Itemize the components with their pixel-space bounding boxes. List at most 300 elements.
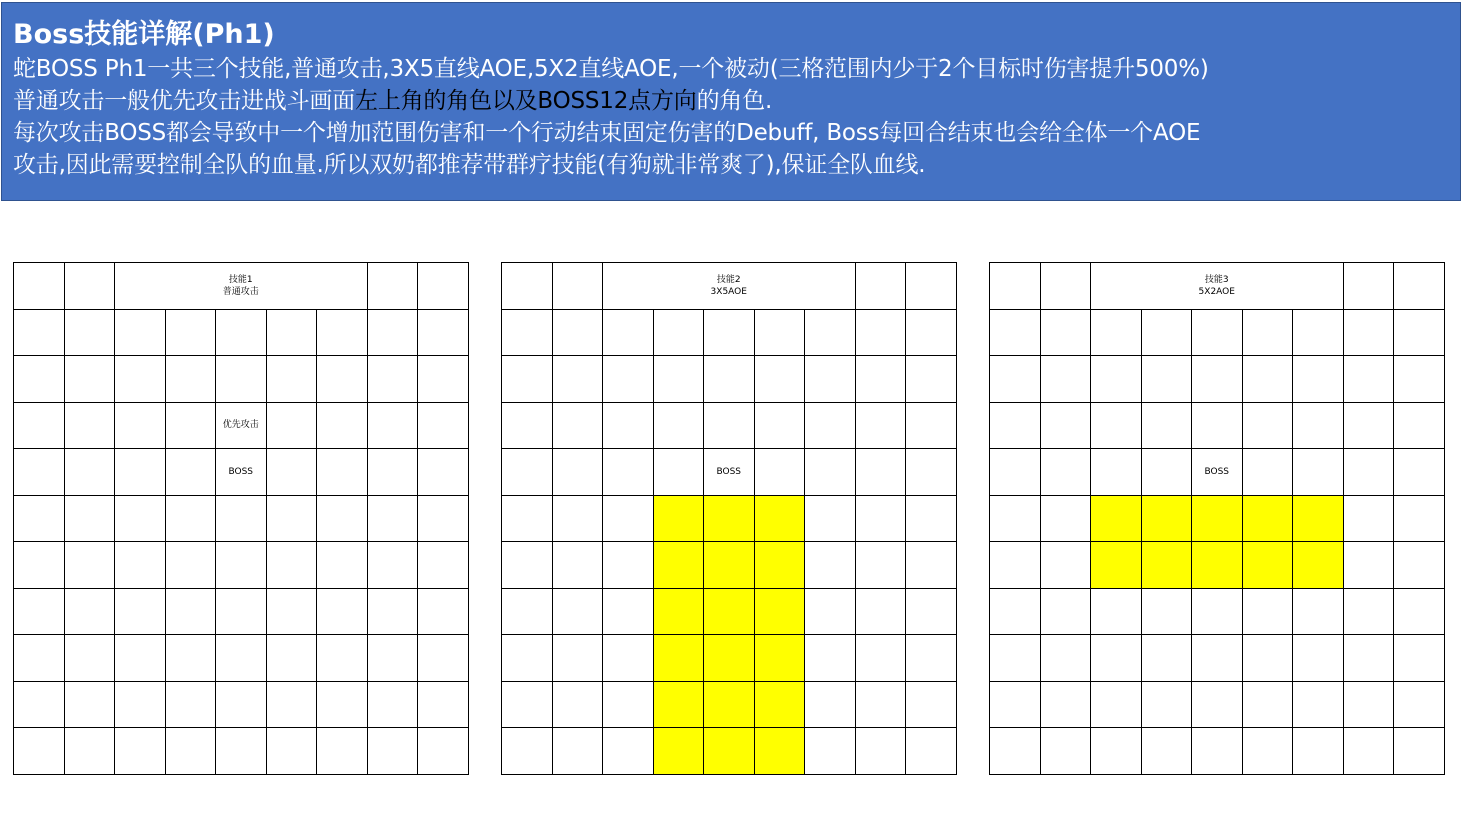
grid-cell [165,542,216,589]
description-line-2-prefix: 普通攻击一般优先攻击进战斗画面 [13,88,356,114]
aoe-cell [653,588,704,635]
grid-cell [805,402,856,449]
description-line-4: 攻击,因此需要控制全队的血量.所以双奶都推荐带群疗技能(有狗就非常爽了),保证全队血线. [13,152,926,178]
grid-cell [1343,542,1394,589]
boss-cell: BOSS [216,449,267,496]
grid-cell [552,263,603,310]
aoe-cell [704,542,755,589]
grid-cell [14,495,65,542]
aoe-cell [1293,542,1344,589]
grid-cell [855,309,906,356]
grid-cell [1394,495,1445,542]
grid-cell [418,588,469,635]
grid-cell [115,309,166,356]
grid-cell [418,542,469,589]
grid-cell [367,309,418,356]
grid-cell [502,263,553,310]
grid-cell [418,495,469,542]
boss-cell: BOSS [1192,449,1243,496]
grid-cell [165,402,216,449]
grid-cell [603,356,654,403]
grid-cell [805,588,856,635]
grid-cell [1040,681,1091,728]
grid-cell [266,728,317,775]
grid-cell [552,495,603,542]
grid-cell [855,495,906,542]
grid-cell [64,449,115,496]
grid-cell [990,449,1041,496]
grid-cell [1242,449,1293,496]
grid-cell [552,635,603,682]
grid-cell [1040,635,1091,682]
aoe-cell [653,728,704,775]
skill-1-header-cell [115,263,368,310]
grid-cell [1343,588,1394,635]
grid-cell [754,449,805,496]
grid-cell [216,681,267,728]
grid-cell [216,309,267,356]
grid-cell [14,542,65,589]
grid-cell [266,495,317,542]
grid-cell [552,728,603,775]
grid-cell [165,449,216,496]
grid-cell [1293,635,1344,682]
grid-cell [367,542,418,589]
grid-cell [1343,635,1394,682]
grid-cell [855,402,906,449]
grid-cell [64,356,115,403]
grid-cell [552,449,603,496]
page-title: Boss技能详解(Ph1) [13,19,275,50]
grid-cell [1091,681,1142,728]
grid-cell [603,681,654,728]
grid-cell [805,495,856,542]
grid-cell [367,495,418,542]
grid-cell [1040,542,1091,589]
aoe-cell [1293,495,1344,542]
grid-cell [1040,449,1091,496]
grid-cell [367,263,418,310]
grid-cell [266,588,317,635]
grid-cell [317,588,368,635]
grid-cell [704,402,755,449]
skill-2-desc: 3X5AOE [710,286,747,297]
grid-cell [1141,681,1192,728]
grid-cell [1091,309,1142,356]
grid-cell [603,635,654,682]
grid-cell [115,449,166,496]
grid-cell [906,402,957,449]
grid-cell [990,356,1041,403]
grid-cell [1293,402,1344,449]
aoe-cell [653,635,704,682]
grid-cell [855,728,906,775]
grid-cell [1091,402,1142,449]
grid-cell [64,402,115,449]
grid-cell [1293,681,1344,728]
grid-cell [855,356,906,403]
grid-cell [115,728,166,775]
aoe-cell [704,681,755,728]
grid-cell [418,356,469,403]
grid-cell [317,635,368,682]
skill-2-name: 技能2 [716,274,741,285]
grid-cell [502,495,553,542]
grid-cell [552,356,603,403]
grid-cell [990,728,1041,775]
grid-cell [805,681,856,728]
grid-cell [1394,728,1445,775]
grid-cell [906,542,957,589]
grid-cell [1040,495,1091,542]
grid-cell [14,588,65,635]
grid-cell [906,449,957,496]
grid-cell [653,356,704,403]
grid-cell [14,728,65,775]
skill-2-header-cell [603,263,856,310]
skill-1-name: 技能1 [228,274,253,285]
grid-cell [1394,542,1445,589]
grid-cell [855,263,906,310]
description-line-1: 蛇BOSS Ph1一共三个技能,普通攻击,3X5直线AOE,5X2直线AOE,一个被动(三格范围内少于2个目标时伤害提升500%) [13,56,1209,82]
grid-cell [502,309,553,356]
grid-cell [165,356,216,403]
grid-cell [1394,588,1445,635]
aoe-cell [1192,495,1243,542]
grid-cell [266,635,317,682]
grid-cell [317,356,368,403]
grid-cell [1293,356,1344,403]
grid-cell [367,681,418,728]
grid-cell [1394,681,1445,728]
grid-cell [1343,402,1394,449]
boss-cell: BOSS [704,449,755,496]
grid-cell [754,402,805,449]
grid-cell [266,402,317,449]
grid-cell [805,542,856,589]
aoe-cell [653,681,704,728]
grid-cell [502,681,553,728]
grid-cell [165,588,216,635]
grid-cell [906,356,957,403]
grid-cell [216,728,267,775]
grid-cell [266,681,317,728]
grid-cell [552,309,603,356]
grid-cell [1242,681,1293,728]
grid-cell [1242,402,1293,449]
grid-cell [1040,728,1091,775]
aoe-cell [704,635,755,682]
grid-cell [165,681,216,728]
grid-cell [653,309,704,356]
grid-cell [64,263,115,310]
grid-cell [906,635,957,682]
grid-cell [990,309,1041,356]
grid-cell [990,681,1041,728]
grid-cell [14,449,65,496]
grid-cell [906,309,957,356]
grid-cell [1141,728,1192,775]
grid-cell [1141,402,1192,449]
grid-cell [266,309,317,356]
grid-cell [216,588,267,635]
grid-cell [906,728,957,775]
grid-cell [906,263,957,310]
grid-cell [603,402,654,449]
grid-cell [1091,356,1142,403]
grid-cell [367,728,418,775]
grid-cell [1242,309,1293,356]
grid-cell [1394,356,1445,403]
grid-cell [1040,402,1091,449]
description-line-3: 每次攻击BOSS都会导致中一个增加范围伤害和一个行动结束固定伤害的Debuff, Boss每回合结束也会给全体一个AOE [13,120,1201,146]
grid-cell [552,681,603,728]
description-line-2 [13,85,1460,117]
grid-cell [805,309,856,356]
grid-cell [367,588,418,635]
grid-cell [1343,495,1394,542]
grid-cell [653,402,704,449]
grid-cell [603,449,654,496]
grid-cell [317,309,368,356]
grid-cell [317,542,368,589]
grid-cell [855,588,906,635]
grid-cell [1141,309,1192,356]
grid-cell [855,542,906,589]
grid-cell [502,635,553,682]
skill-3-grid [989,262,1445,775]
skill-3-header-cell [1091,263,1344,310]
aoe-cell [704,495,755,542]
grid-cell [1293,309,1344,356]
grid-cell [855,681,906,728]
grid-cell [115,588,166,635]
aoe-cell [704,588,755,635]
grid-cell [855,449,906,496]
grid-cell [216,542,267,589]
grid-cell [418,449,469,496]
grid-cell [603,495,654,542]
grid-cell [1091,635,1142,682]
grid-cell [906,495,957,542]
description-line-2-highlight: 左上角的角色以及BOSS12点方向 [355,88,697,114]
grid-cell [990,495,1041,542]
grid-cell [64,309,115,356]
grid-cell [115,635,166,682]
grid-cell [165,495,216,542]
grid-cell [64,635,115,682]
grid-cell [14,356,65,403]
grid-cell [266,449,317,496]
aoe-cell [1192,542,1243,589]
grid-cell [14,635,65,682]
grid-cell [367,356,418,403]
grid-cell [64,588,115,635]
grid-cell [317,402,368,449]
grid-cell [1091,588,1142,635]
grid-cell [367,402,418,449]
grid-cell [1242,728,1293,775]
grid-cell [1343,681,1394,728]
aoe-cell [653,542,704,589]
grid-cell [216,495,267,542]
grid-cell [216,356,267,403]
grid-cell [502,449,553,496]
grid-cell [1394,402,1445,449]
grid-cell [1091,449,1142,496]
skill-1-grid [13,262,469,775]
grid-cell [1192,356,1243,403]
grid-cell [317,728,368,775]
grid-cell [1091,728,1142,775]
grid-cell [64,542,115,589]
grid-cell [603,588,654,635]
aoe-cell [1141,495,1192,542]
grid-cell [552,588,603,635]
grid-cell [1394,635,1445,682]
aoe-cell [1141,542,1192,589]
aoe-cell [754,728,805,775]
grid-cell [1242,635,1293,682]
grid-cell [552,542,603,589]
grid-cell [64,681,115,728]
skill-1-desc: 普通攻击 [222,286,259,297]
grid-cell [1192,635,1243,682]
grid-cell [1343,728,1394,775]
grid-cell [1343,449,1394,496]
aoe-cell [754,635,805,682]
grid-cell [1394,263,1445,310]
grid-cell [990,588,1041,635]
grid-cell [990,402,1041,449]
grid-cell [115,542,166,589]
aoe-cell [754,681,805,728]
aoe-cell [1091,542,1142,589]
grid-cell [502,402,553,449]
grid-cell [754,309,805,356]
grid-cell [1192,728,1243,775]
grid-cell [1141,635,1192,682]
grid-cell [1040,263,1091,310]
grid-cell [418,728,469,775]
grid-cell [990,635,1041,682]
grid-cell [1293,449,1344,496]
grid-cell [704,356,755,403]
grid-cell [990,542,1041,589]
grid-cell [704,309,755,356]
grid-cell [115,681,166,728]
grid-cell [1343,263,1394,310]
aoe-cell [1242,495,1293,542]
grid-cell [855,635,906,682]
grid-cell [418,309,469,356]
grid-cell [14,402,65,449]
aoe-cell [754,588,805,635]
grid-cell [14,309,65,356]
grid-cell [603,728,654,775]
grid-cell [1343,356,1394,403]
grid-cell [906,588,957,635]
grid-cell [502,542,553,589]
skill-3-name: 技能3 [1204,274,1229,285]
grid-cell [502,356,553,403]
grid-cell [990,263,1041,310]
aoe-cell [754,542,805,589]
grid-cell [1343,309,1394,356]
aoe-cell [1091,495,1142,542]
aoe-cell [704,728,755,775]
grid-cell [418,635,469,682]
grid-cell [115,402,166,449]
grid-cell [805,635,856,682]
grid-cell [805,728,856,775]
header-banner [1,2,1461,201]
grid-cell [552,402,603,449]
skill-2-grid [501,262,957,775]
grid-cell [754,356,805,403]
grid-cell [1040,588,1091,635]
grid-cell [64,728,115,775]
grid-cell [1141,356,1192,403]
grid-cell [317,449,368,496]
grid-cell [1242,356,1293,403]
skill-3-desc: 5X2AOE [1198,286,1235,297]
grid-cell [502,588,553,635]
grid-cell [266,542,317,589]
grid-cell [1141,588,1192,635]
grid-cell [1192,309,1243,356]
grid-cell [603,542,654,589]
grid-cell [1293,728,1344,775]
grid-cell [367,449,418,496]
grid-cell [317,495,368,542]
grid-cell [165,728,216,775]
priority-target-cell: 优先攻击 [216,402,267,449]
grid-cell [1040,309,1091,356]
grid-cell [418,402,469,449]
grid-cell [165,309,216,356]
grid-cell [418,263,469,310]
grid-cell [14,681,65,728]
aoe-cell [1242,542,1293,589]
grid-cell [502,728,553,775]
grid-cell [1192,402,1243,449]
grid-cell [1293,588,1344,635]
grid-cell [1394,309,1445,356]
grid-cell [165,635,216,682]
grid-cell [216,635,267,682]
aoe-cell [754,495,805,542]
grid-cell [906,681,957,728]
grid-cell [1242,588,1293,635]
grid-cell [367,635,418,682]
grid-cell [1040,356,1091,403]
grid-cell [805,449,856,496]
grid-cell [115,356,166,403]
aoe-cell [653,495,704,542]
grid-cell [64,495,115,542]
grid-cell [266,356,317,403]
grid-cell [653,449,704,496]
grid-cell [418,681,469,728]
grid-cell [603,309,654,356]
grid-cell [1192,588,1243,635]
grid-cell [14,263,65,310]
grid-cell [115,495,166,542]
grid-cell [805,356,856,403]
grid-cell [1141,449,1192,496]
description-line-2-suffix: 的角色. [696,88,773,114]
